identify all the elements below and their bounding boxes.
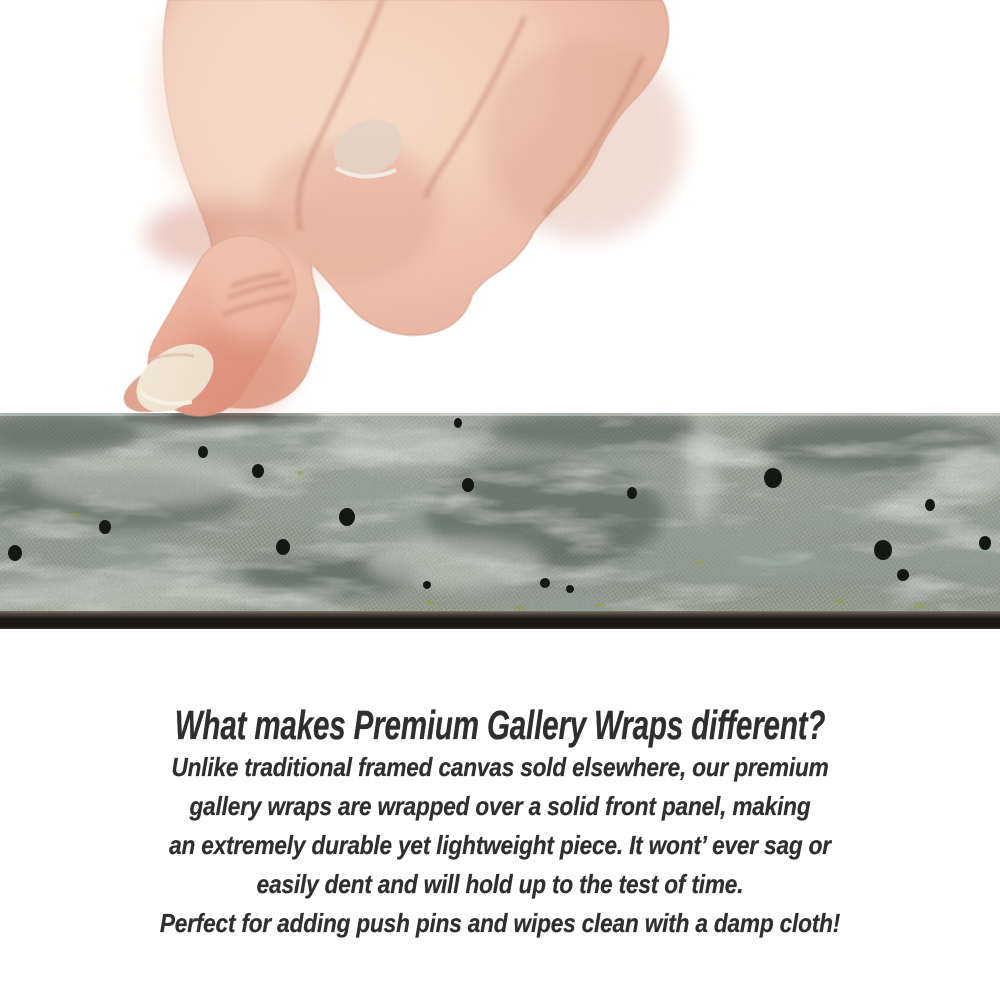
caption-line-5: Perfect for adding push pins and wipes clean with a damp cloth! [159,908,841,938]
hand-pressing-thumb [0,0,1000,430]
caption-body [65,748,935,943]
caption-line-4: easily dent and will hold up to the test of time. [256,869,744,899]
canvas-strip-texture [0,413,1000,629]
caption-line-3: an extremely durable yet lightweight piece. It wont’ ever sag or [169,830,831,860]
caption-block [0,702,1000,943]
canvas-strip [0,413,1000,629]
caption-line-1: Unlike traditional framed canvas sold elsewhere, our premium [171,752,829,782]
caption-heading: What makes Premium Gallery Wraps different? [174,702,826,748]
canvas-grain [0,413,1000,629]
caption-line-2: gallery wraps are wrapped over a solid front panel, making [189,791,811,821]
panel-edge [0,611,1000,629]
hand-shading [145,0,685,280]
